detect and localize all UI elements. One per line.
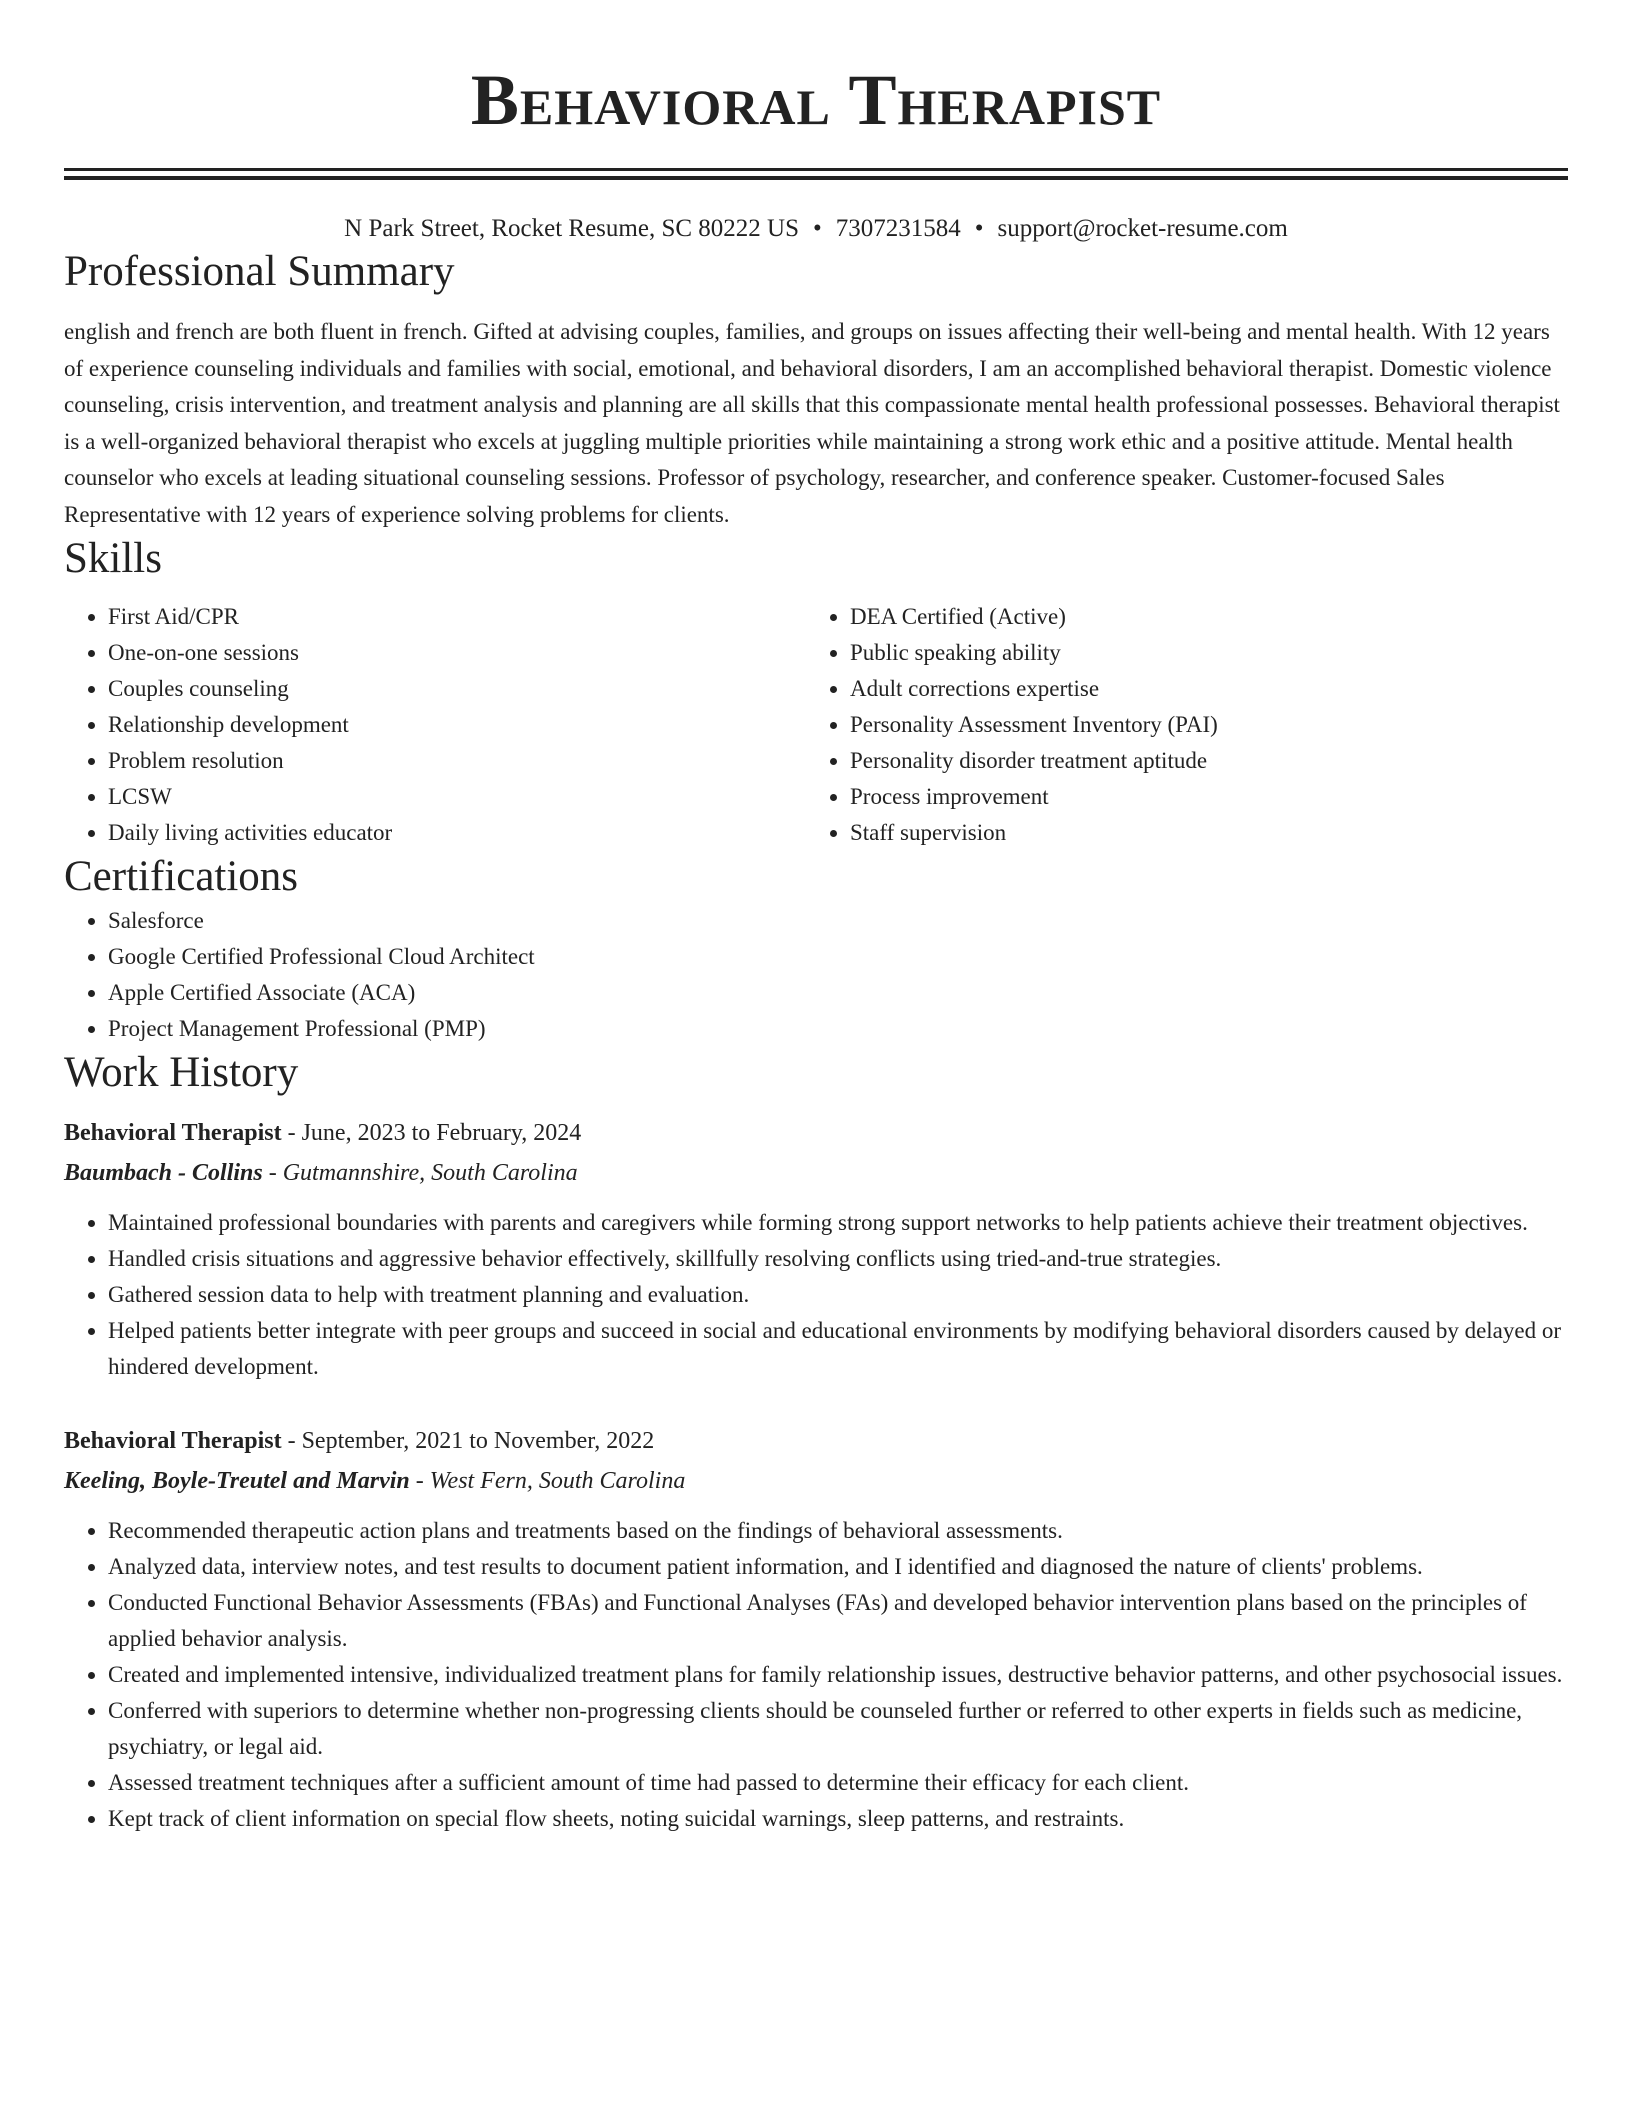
summary-heading: Professional Summary <box>64 248 455 295</box>
job-bullets <box>64 1205 1568 1385</box>
skill-item: • DEA Certified (Active) <box>850 599 1548 635</box>
certifications-list <box>64 903 1568 1047</box>
job-company: Baumbach - Collins <box>64 1160 263 1186</box>
work-history-heading: Work History <box>64 1049 299 1096</box>
certification-item: • Salesforce <box>108 903 1568 939</box>
skill-item: • First Aid/CPR <box>108 599 806 635</box>
skill-item: • One-on-one sessions <box>108 635 806 671</box>
skills-column-right <box>806 599 1548 851</box>
job-bullet: • Conferred with superiors to determine whether non-progressing clients should be counseled further or referred to other experts in fields such as medicine, psychiatry, or legal aid. <box>108 1693 1568 1765</box>
resume-name: Behavioral Therapist <box>470 60 1162 140</box>
skill-item: • Staff supervision <box>850 815 1548 851</box>
job-dates: - June, 2023 to February, 2024 <box>281 1120 582 1146</box>
skills-list-right <box>806 599 1548 851</box>
skill-item: • LCSW <box>108 779 806 815</box>
skill-item: • Process improvement <box>850 779 1548 815</box>
job-bullet: • Handled crisis situations and aggressive behavior effectively, skillfully resolving conflicts using tried-and-true strategies. <box>108 1241 1568 1277</box>
skill-item: • Daily living activities educator <box>108 815 806 851</box>
summary-text: english and french are both fluent in french. Gifted at advising couples, families, and groups on issues affecting their well-being and mental health. With 12 years of experience counseling individuals and families with social, emotional, and behavioral disorders, I am an accomplished behavioral therapist. Domestic violence counseling, crisis intervention, and treatment analysis and planning are all skills that this compassionate mental health professional possesses. Behavioral therapist is a well-organized behavioral therapist who excels at juggling multiple priorities while maintaining a strong work ethic and a positive attitude. Mental health counselor who excels at leading situational counseling sessions. Professor of psychology, researcher, and conference speaker. Customer-focused Sales Representative with 12 years of experience solving problems for clients. <box>64 319 1560 527</box>
job-entry <box>64 1421 1568 1837</box>
job-bullets <box>64 1513 1568 1837</box>
contact-separator: • <box>813 215 822 242</box>
skill-item: • Personality Assessment Inventory (PAI) <box>850 707 1548 743</box>
contact-phone: 7307231584 <box>835 215 961 242</box>
job-title-line <box>64 1113 1568 1153</box>
contact-address: N Park Street, Rocket Resume, SC 80222 US <box>344 215 799 242</box>
job-bullet: • Recommended therapeutic action plans and treatments based on the findings of behavioral assessments. <box>108 1513 1568 1549</box>
skills-list-left <box>64 599 806 851</box>
job-location: - West Fern, South Carolina <box>409 1468 686 1494</box>
job-location: - Gutmannshire, South Carolina <box>262 1160 578 1186</box>
job-bullet: • Analyzed data, interview notes, and test results to document patient information, and I identified and diagnosed the nature of clients' problems. <box>108 1549 1568 1585</box>
job-bullet: • Created and implemented intensive, individualized treatment plans for family relationship issues, destructive behavior patterns, and other psychosocial issues. <box>108 1657 1568 1693</box>
contact-line <box>64 212 1568 246</box>
job-bullet: • Gathered session data to help with treatment planning and evaluation. <box>108 1277 1568 1313</box>
skill-item: • Public speaking ability <box>850 635 1548 671</box>
job-bullet: • Helped patients better integrate with peer groups and succeed in social and educational environments by modifying behavioral disorders caused by delayed or hindered development. <box>108 1313 1568 1385</box>
skill-item: • Couples counseling <box>108 671 806 707</box>
job-bullet: • Assessed treatment techniques after a sufficient amount of time had passed to determine their efficacy for each client. <box>108 1765 1568 1801</box>
job-bullet: • Conducted Functional Behavior Assessments (FBAs) and Functional Analyses (FAs) and developed behavior intervention plans based on the principles of applied behavior analysis. <box>108 1585 1568 1657</box>
job-role: Behavioral Therapist <box>64 1120 282 1146</box>
certification-item: • Apple Certified Associate (ACA) <box>108 975 1568 1011</box>
job-dates: - September, 2021 to November, 2022 <box>281 1428 655 1454</box>
certification-item: • Project Management Professional (PMP) <box>108 1011 1568 1047</box>
job-title-line <box>64 1421 1568 1461</box>
skill-item: • Adult corrections expertise <box>850 671 1548 707</box>
header-double-rule <box>64 168 1568 180</box>
certifications-heading: Certifications <box>64 853 299 900</box>
certification-item: • Google Certified Professional Cloud Architect <box>108 939 1568 975</box>
job-bullet: • Maintained professional boundaries with parents and caregivers while forming strong support networks to help patients achieve their treatment objectives. <box>108 1205 1568 1241</box>
skill-item: • Problem resolution <box>108 743 806 779</box>
job-company-line <box>64 1461 1568 1501</box>
skills-grid <box>64 599 1568 851</box>
job-company: Keeling, Boyle-Treutel and Marvin <box>64 1468 410 1494</box>
contact-separator: • <box>974 215 984 242</box>
skills-column-left <box>64 599 806 851</box>
skill-item: • Personality disorder treatment aptitude <box>850 743 1548 779</box>
job-company-line <box>64 1153 1568 1193</box>
skills-heading: Skills <box>64 535 162 582</box>
job-entry <box>64 1113 1568 1385</box>
job-role: Behavioral Therapist <box>64 1428 282 1454</box>
contact-email: support@rocket-resume.com <box>997 215 1288 242</box>
job-bullet: • Kept track of client information on special flow sheets, noting suicidal warnings, sleep patterns, and restraints. <box>108 1801 1568 1837</box>
skill-item: • Relationship development <box>108 707 806 743</box>
